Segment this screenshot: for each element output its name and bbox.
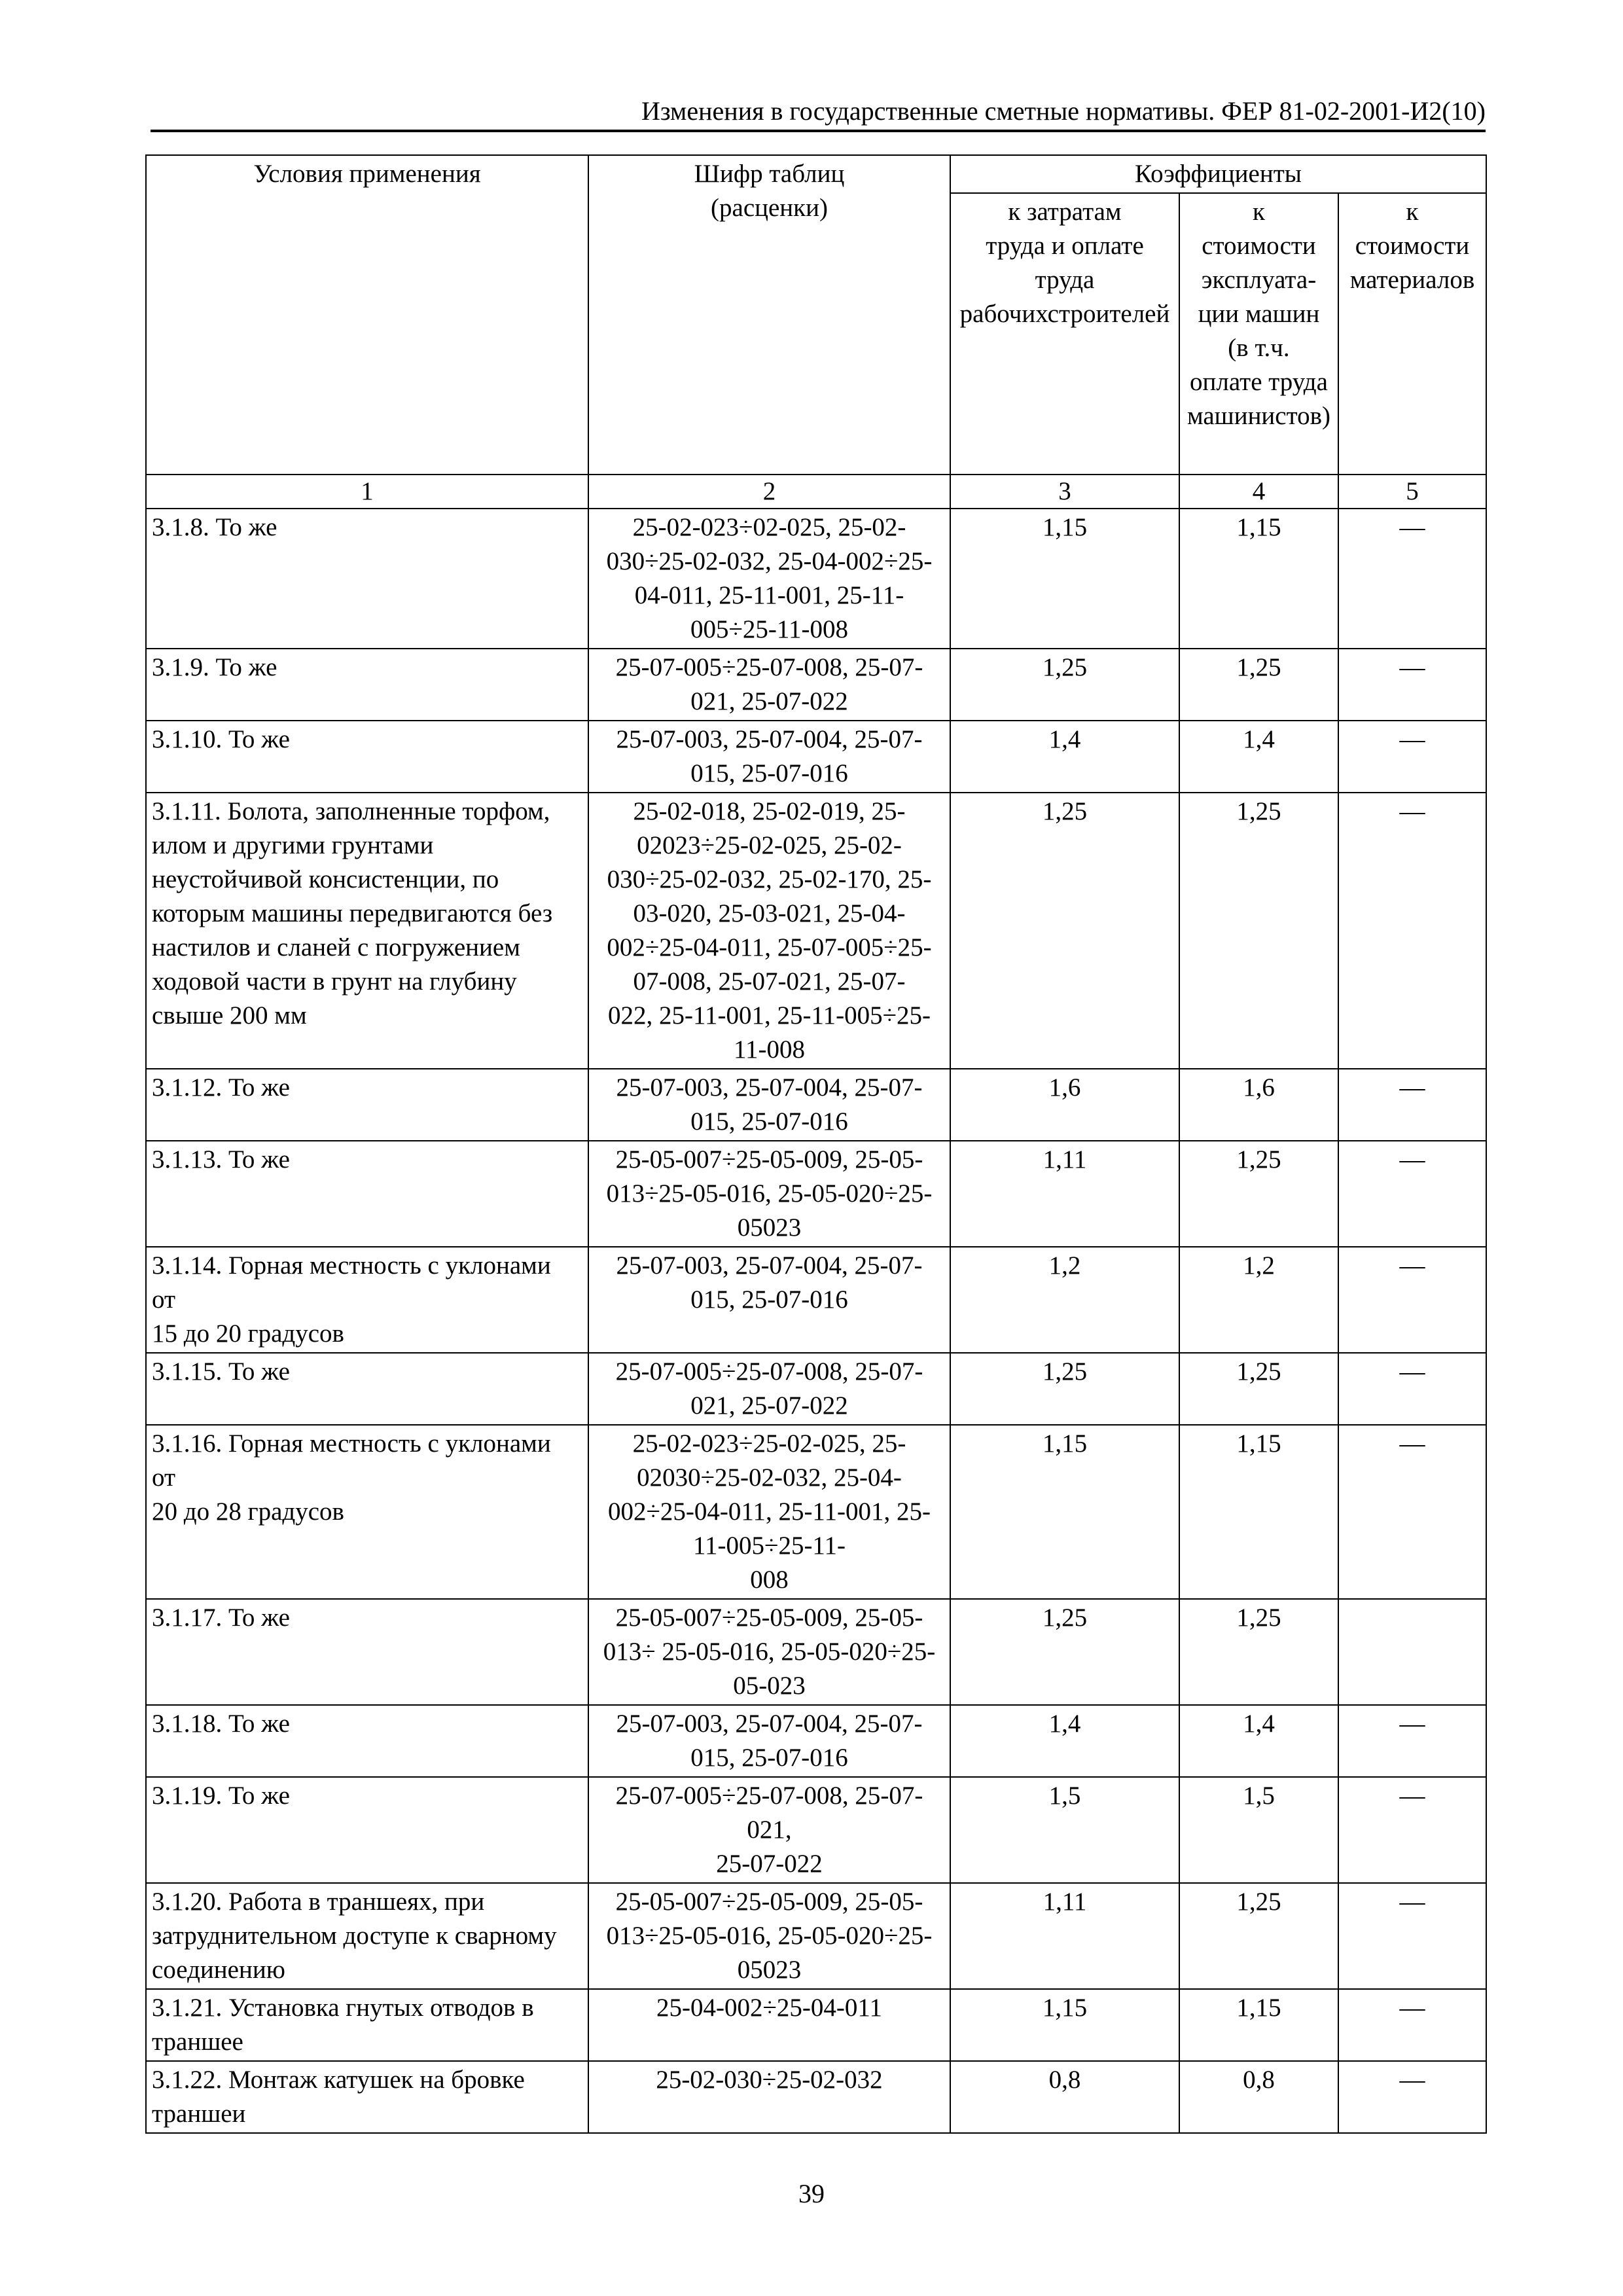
materials-coefficient-cell: —: [1338, 1705, 1486, 1777]
code-cell: 25-05-007÷25-05-009, 25-05- 013÷25-05-016, 25-05-020÷25- 05023: [588, 1141, 950, 1247]
header-labor-coefficient: к затратам труда и оплате труда рабочихстроителей: [950, 193, 1179, 475]
labor-coefficient-cell: 1,5: [950, 1777, 1179, 1883]
table-row: [146, 1425, 1486, 1599]
column-number: 3: [950, 475, 1179, 509]
machines-coefficient-cell: 1,15: [1179, 1425, 1338, 1599]
code-cell: 25-07-003, 25-07-004, 25-07- 015, 25-07-016: [588, 721, 950, 793]
labor-coefficient-cell: 1,15: [950, 509, 1179, 649]
materials-coefficient-cell: —: [1338, 1141, 1486, 1247]
table-row: [146, 1599, 1486, 1705]
document-header: Изменения в государственные сметные нормативы. ФЕР 81-02-2001-И2(10): [641, 96, 1486, 126]
table-row: [146, 1141, 1486, 1247]
labor-coefficient-cell: 1,4: [950, 721, 1179, 793]
machines-coefficient-cell: 1,4: [1179, 721, 1338, 793]
header-conditions: Условия применения: [146, 155, 588, 475]
condition-cell: 3.1.15. То же: [146, 1353, 588, 1425]
machines-coefficient-cell: 1,15: [1179, 509, 1338, 649]
materials-coefficient-cell: —: [1338, 1777, 1486, 1883]
table-row: [146, 509, 1486, 649]
page-number: 39: [798, 2179, 825, 2208]
condition-cell: 3.1.8. То же: [146, 509, 588, 649]
condition-cell: 3.1.22. Монтаж катушек на бровке траншеи: [146, 2061, 588, 2133]
code-cell: 25-02-018, 25-02-019, 25- 02023÷25-02-025, 25-02- 030÷25-02-032, 25-02-170, 25- 03-020, 25-03-021, 25-04- 002÷25-04-011, 25-07-005÷25- 07-008, 25-07-021, 25-07- 022, 25-11-001, 25-11-005÷25- 11-008: [588, 793, 950, 1069]
labor-coefficient-cell: 1,11: [950, 1883, 1179, 1989]
materials-coefficient-cell: —: [1338, 1883, 1486, 1989]
table-row: [146, 649, 1486, 721]
code-cell: 25-02-023÷02-025, 25-02- 030÷25-02-032, 25-04-002÷25- 04-011, 25-11-001, 25-11- 005÷25-11-008: [588, 509, 950, 649]
condition-cell: 3.1.10. То же: [146, 721, 588, 793]
materials-coefficient-cell: [1338, 1599, 1486, 1705]
code-cell: 25-04-002÷25-04-011: [588, 1989, 950, 2061]
machines-coefficient-cell: 0,8: [1179, 2061, 1338, 2133]
machines-coefficient-cell: 1,25: [1179, 1353, 1338, 1425]
condition-cell: 3.1.11. Болота, заполненные торфом, илом и другими грунтами неустойчивой консистенции, по которым машины передвигаются без настилов и сланей с погружением ходовой части в грунт на глубину свыше 200 мм: [146, 793, 588, 1069]
materials-coefficient-cell: —: [1338, 1069, 1486, 1141]
materials-coefficient-cell: —: [1338, 649, 1486, 721]
header-materials-coefficient: к стоимости материалов: [1338, 193, 1486, 475]
materials-coefficient-cell: —: [1338, 1425, 1486, 1599]
materials-coefficient-cell: —: [1338, 1353, 1486, 1425]
code-cell: 25-07-005÷25-07-008, 25-07- 021, 25-07-022: [588, 1353, 950, 1425]
table-row: [146, 1777, 1486, 1883]
table-row: [146, 1353, 1486, 1425]
labor-coefficient-cell: 1,25: [950, 1353, 1179, 1425]
coefficients-table: [145, 154, 1487, 2134]
machines-coefficient-cell: 1,25: [1179, 793, 1338, 1069]
column-number: 4: [1179, 475, 1338, 509]
code-cell: 25-05-007÷25-05-009, 25-05- 013÷ 25-05-016, 25-05-020÷25- 05-023: [588, 1599, 950, 1705]
code-cell: 25-07-005÷25-07-008, 25-07- 021, 25-07-022: [588, 1777, 950, 1883]
machines-coefficient-cell: 1,25: [1179, 1599, 1338, 1705]
machines-coefficient-cell: 1,15: [1179, 1989, 1338, 2061]
table-row: [146, 793, 1486, 1069]
table-row: [146, 1705, 1486, 1777]
table-row: [146, 1883, 1486, 1989]
labor-coefficient-cell: 0,8: [950, 2061, 1179, 2133]
table-row: [146, 721, 1486, 793]
code-cell: 25-07-003, 25-07-004, 25-07- 015, 25-07-016: [588, 1247, 950, 1353]
column-number: 1: [146, 475, 588, 509]
header-coefficients: Коэффициенты: [950, 155, 1486, 193]
code-cell: 25-07-003, 25-07-004, 25-07- 015, 25-07-016: [588, 1705, 950, 1777]
condition-cell: 3.1.17. То же: [146, 1599, 588, 1705]
materials-coefficient-cell: —: [1338, 509, 1486, 649]
materials-coefficient-cell: —: [1338, 2061, 1486, 2133]
labor-coefficient-cell: 1,25: [950, 793, 1179, 1069]
table-row: [146, 1247, 1486, 1353]
column-numbers-row: [146, 475, 1486, 509]
condition-cell: 3.1.9. То же: [146, 649, 588, 721]
labor-coefficient-cell: 1,25: [950, 649, 1179, 721]
code-cell: 25-07-003, 25-07-004, 25-07- 015, 25-07-016: [588, 1069, 950, 1141]
condition-cell: 3.1.20. Работа в траншеях, при затруднительном доступе к сварному соединению: [146, 1883, 588, 1989]
labor-coefficient-cell: 1,6: [950, 1069, 1179, 1141]
code-cell: 25-02-030÷25-02-032: [588, 2061, 950, 2133]
labor-coefficient-cell: 1,4: [950, 1705, 1179, 1777]
materials-coefficient-cell: —: [1338, 793, 1486, 1069]
machines-coefficient-cell: 1,5: [1179, 1777, 1338, 1883]
condition-cell: 3.1.19. То же: [146, 1777, 588, 1883]
materials-coefficient-cell: —: [1338, 1247, 1486, 1353]
column-number: 2: [588, 475, 950, 509]
header-machines-coefficient: к стоимости эксплуата- ции машин (в т.ч. оплате труда машинистов): [1179, 193, 1338, 475]
machines-coefficient-cell: 1,25: [1179, 1883, 1338, 1989]
labor-coefficient-cell: 1,11: [950, 1141, 1179, 1247]
condition-cell: 3.1.16. Горная местность с уклонами от 20 до 28 градусов: [146, 1425, 588, 1599]
condition-cell: 3.1.12. То же: [146, 1069, 588, 1141]
condition-cell: 3.1.18. То же: [146, 1705, 588, 1777]
labor-coefficient-cell: 1,15: [950, 1989, 1179, 2061]
column-number: 5: [1338, 475, 1486, 509]
code-cell: 25-07-005÷25-07-008, 25-07- 021, 25-07-022: [588, 649, 950, 721]
machines-coefficient-cell: 1,4: [1179, 1705, 1338, 1777]
machines-coefficient-cell: 1,6: [1179, 1069, 1338, 1141]
condition-cell: 3.1.13. То же: [146, 1141, 588, 1247]
condition-cell: 3.1.21. Установка гнутых отводов в траншее: [146, 1989, 588, 2061]
labor-coefficient-cell: 1,2: [950, 1247, 1179, 1353]
code-cell: 25-05-007÷25-05-009, 25-05- 013÷25-05-016, 25-05-020÷25- 05023: [588, 1883, 950, 1989]
header-rule: [151, 130, 1486, 132]
machines-coefficient-cell: 1,25: [1179, 649, 1338, 721]
condition-cell: 3.1.14. Горная местность с уклонами от 15 до 20 градусов: [146, 1247, 588, 1353]
labor-coefficient-cell: 1,15: [950, 1425, 1179, 1599]
machines-coefficient-cell: 1,2: [1179, 1247, 1338, 1353]
header-code: Шифр таблиц (расценки): [588, 155, 950, 475]
machines-coefficient-cell: 1,25: [1179, 1141, 1338, 1247]
materials-coefficient-cell: —: [1338, 1989, 1486, 2061]
table-row: [146, 2061, 1486, 2133]
table-row: [146, 1069, 1486, 1141]
materials-coefficient-cell: —: [1338, 721, 1486, 793]
table-row: [146, 1989, 1486, 2061]
labor-coefficient-cell: 1,25: [950, 1599, 1179, 1705]
code-cell: 25-02-023÷25-02-025, 25- 02030÷25-02-032, 25-04- 002÷25-04-011, 25-11-001, 25- 11-005÷25-11- 008: [588, 1425, 950, 1599]
